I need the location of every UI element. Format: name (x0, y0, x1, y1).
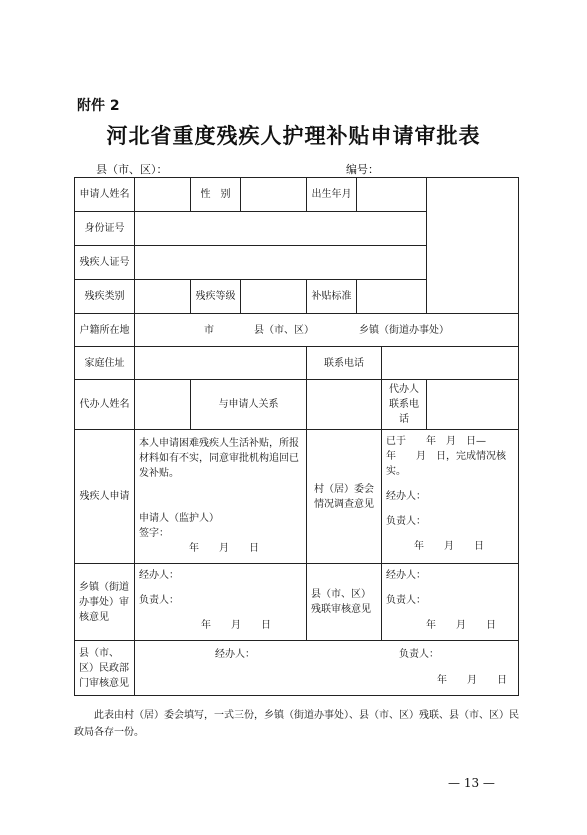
apply-text: 本人申请困难残疾人生活补贴，所报材料如有不实，同意审批机构追回已发补贴。 (139, 438, 299, 479)
household-location-field[interactable]: 市 县（市、区） 乡镇（街道办事处） (135, 314, 519, 347)
agent-phone-label: 代办人 联系电话 (382, 380, 427, 430)
id-number-label: 身份证号 (75, 212, 135, 246)
county-dpf-review-block (382, 564, 519, 641)
disabled-apply-label: 残疾人申请 (75, 430, 135, 564)
relation-label: 与申请人关系 (191, 380, 307, 430)
attachment-label: 附件 2 (77, 98, 120, 114)
applicant-name-field[interactable] (135, 178, 191, 212)
township-responsible-label: 负责人： (139, 595, 179, 606)
civil-date: 年 月 日 (437, 675, 507, 686)
relation-field[interactable] (307, 380, 382, 430)
footnote: 此表由村（居）委会填写，一式三份，乡镇（街道办事处）、县（市、区）残联、县（市、区）民政局各存一份。 (74, 710, 519, 738)
page-number: — 13 — (448, 776, 495, 790)
township-review-label: 乡镇（街道办事处）审核意见 (75, 564, 135, 641)
photo-box (427, 178, 519, 314)
township-review-block (135, 564, 307, 641)
disability-type-field[interactable] (135, 280, 191, 314)
home-address-label: 家庭住址 (75, 347, 135, 380)
village-review-block (382, 430, 519, 564)
household-location-label: 户籍所在地 (75, 314, 135, 347)
number-label: 编号： (346, 163, 379, 176)
civil-responsible-label: 负责人： (399, 649, 439, 660)
apply-date: 年 月 日 (189, 543, 259, 554)
disability-level-label: 残疾等级 (191, 280, 241, 314)
township-handler-label: 经办人： (139, 570, 179, 581)
civil-affairs-review-label: 县（市、区）民政部门审核意见 (75, 641, 135, 696)
village-review-text: 已于 年 月 日— 年 月 日，完成情况核实。 (386, 436, 506, 477)
sign-label: 签字： (139, 528, 169, 539)
application-form (74, 177, 519, 696)
id-number-field[interactable] (135, 212, 427, 246)
disability-cert-label: 残疾人证号 (75, 246, 135, 280)
applicant-sign-label: 申请人（监护人） (139, 513, 219, 524)
contact-phone-field[interactable] (382, 347, 519, 380)
village-date: 年 月 日 (414, 541, 484, 552)
county-dpf-review-label: 县（市、区）残联审核意见 (307, 564, 382, 641)
subsidy-standard-field[interactable] (357, 280, 427, 314)
page-title: 河北省重度残疾人护理补贴申请审批表 (106, 123, 481, 148)
agent-phone-field[interactable] (427, 380, 519, 430)
birth-field[interactable] (357, 178, 427, 212)
civil-affairs-review-block (135, 641, 519, 696)
village-responsible-label: 负责人： (386, 516, 426, 527)
dpf-handler-label: 经办人： (386, 570, 426, 581)
disability-type-label: 残疾类别 (75, 280, 135, 314)
birth-label: 出生年月 (307, 178, 357, 212)
agent-name-label: 代办人姓名 (75, 380, 135, 430)
agent-name-field[interactable] (135, 380, 191, 430)
contact-phone-label: 联系电话 (307, 347, 382, 380)
disability-cert-field[interactable] (135, 246, 427, 280)
disability-level-field[interactable] (241, 280, 307, 314)
village-review-label: 村（居）委会 情况调查意见 (307, 430, 382, 564)
civil-handler-label: 经办人： (215, 649, 255, 660)
home-address-field[interactable] (135, 347, 307, 380)
village-handler-label: 经办人： (386, 491, 426, 502)
township-date: 年 月 日 (201, 620, 271, 631)
dpf-responsible-label: 负责人： (386, 595, 426, 606)
gender-label: 性 别 (191, 178, 241, 212)
dpf-date: 年 月 日 (426, 620, 496, 631)
county-label: 县（市、区）： (96, 163, 168, 176)
gender-field[interactable] (241, 178, 307, 212)
applicant-name-label: 申请人姓名 (75, 178, 135, 212)
subsidy-standard-label: 补贴标准 (307, 280, 357, 314)
apply-statement (135, 430, 307, 564)
